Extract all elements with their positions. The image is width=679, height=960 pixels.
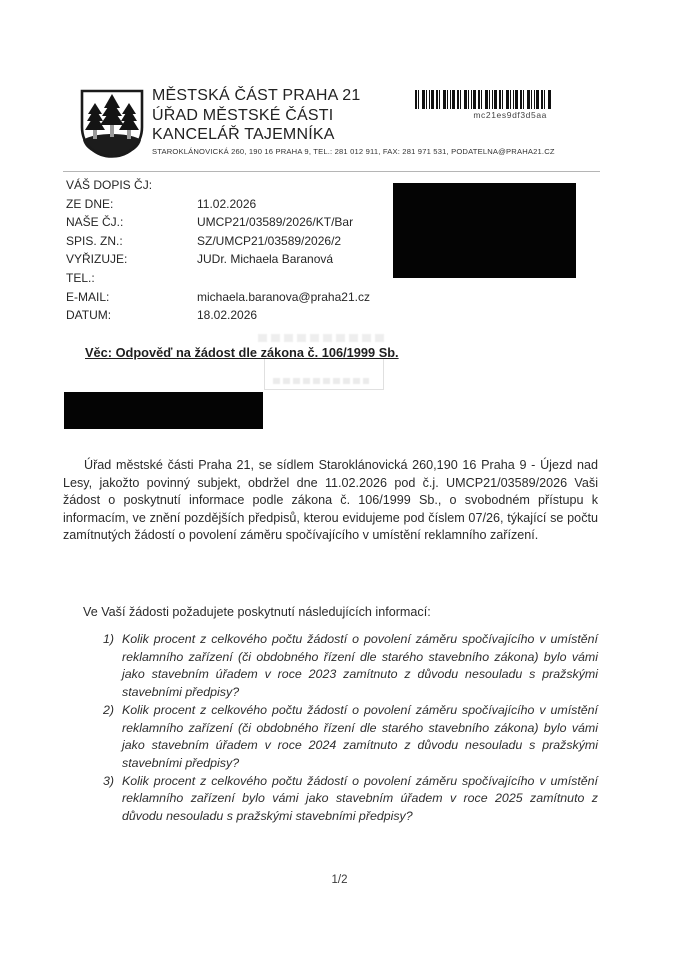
org-name-line-2: ÚŘAD MĚSTSKÉ ČÁSTI bbox=[152, 106, 334, 124]
barcode-bars-icon bbox=[415, 90, 551, 109]
ref-label: E-MAIL: bbox=[66, 289, 110, 304]
question-item-2 bbox=[63, 702, 598, 773]
ref-label: DATUM: bbox=[66, 308, 112, 323]
question-number: 1) bbox=[103, 632, 115, 646]
question-text: Kolik procent z celkového počtu žádostí o povolení záměru spočívajícího v umístění reklamního zařízení bylo vámi jako stavebním úřadem v roce 2025 zamítnuto z důvodu nesouladu s pražskými stavebními předpisy? bbox=[122, 773, 598, 824]
ref-row-nase-cj bbox=[66, 213, 370, 232]
question-item-3 bbox=[63, 773, 598, 826]
org-name-line-1: MĚSTSKÁ ČÁST PRAHA 21 bbox=[152, 87, 361, 104]
ref-label: NAŠE ČJ.: bbox=[66, 215, 124, 230]
ref-row-datum bbox=[66, 306, 370, 325]
reference-block bbox=[66, 176, 370, 325]
ref-row-vas-dopis bbox=[66, 176, 370, 195]
body-paragraph: Úřad městské části Praha 21, se sídlem Staroklánovická 260,190 16 Praha 9 - Újezd nad Lesy, jakožto povinný subjekt, obdržel dne 11.02.2026 pod č.j. UMCP21/03589/2026 Vaši žádost o poskytnutí informace podle zákona č. 106/1999 Sb., o svobodném přístupu k informacím, ve znění pozdějších předpisů, kterou evidujeme pod číslem 07/26, týkající se počtu zamítnutých žádostí o povolení záměru spočívajícího v umístění reklamního zařízení. bbox=[63, 458, 598, 543]
ref-row-tel bbox=[66, 269, 370, 288]
letterhead-org-block bbox=[152, 86, 360, 145]
request-intro-line: Ve Vaší žádosti požadujete poskytnutí následujících informací: bbox=[83, 605, 431, 619]
question-list bbox=[63, 631, 598, 826]
office-address-line: STAROKLÁNOVICKÁ 260, 190 16 PRAHA 9, TEL.: 281 012 911, FAX: 281 971 531, PODATELNA@PRAHA21.CZ bbox=[152, 147, 555, 156]
subject-line: Věc: Odpověď na žádost dle zákona č. 106/1999 Sb. bbox=[85, 345, 399, 360]
question-text: Kolik procent z celkového počtu žádostí o povolení záměru spočívajícího v umístění reklamního zařízení (či obdobného řízení dle starého stavebního zákona) bylo vámi jako stavebním úřadem v roce 2023 zamítnuto z důvodu nesouladu s pražskými stavebními předpisy? bbox=[122, 632, 598, 700]
redacted-applicant-block bbox=[64, 392, 263, 429]
page-number: 1/2 bbox=[331, 874, 348, 886]
ref-label: TEL.: bbox=[66, 270, 95, 285]
document-barcode bbox=[415, 90, 551, 120]
print-through-stamp-artifact bbox=[264, 358, 384, 390]
praha21-coat-of-arms-icon bbox=[80, 89, 144, 159]
header-divider bbox=[63, 171, 600, 172]
redacted-recipient-block bbox=[393, 183, 576, 278]
ref-value: JUDr. Michaela Baranová bbox=[197, 252, 334, 267]
question-number: 3) bbox=[103, 773, 115, 788]
ref-value: SZ/UMCP21/03589/2026/2 bbox=[197, 233, 342, 248]
ref-row-ze-dne bbox=[66, 195, 370, 214]
ref-row-email bbox=[66, 288, 370, 307]
ref-label: SPIS. ZN.: bbox=[66, 233, 123, 248]
ref-row-spis-zn bbox=[66, 232, 370, 251]
ref-value: 11.02.2026 bbox=[197, 196, 257, 211]
org-name-line-3: KANCELÁŘ TAJEMNÍKA bbox=[152, 126, 335, 143]
question-number: 2) bbox=[103, 702, 115, 717]
print-through-artifact bbox=[258, 334, 386, 342]
ref-value: 18.02.2026 bbox=[197, 308, 258, 323]
ref-label: ZE DNE: bbox=[66, 196, 114, 211]
barcode-text: mc21es9df3d5aa bbox=[473, 110, 547, 120]
ref-label: VÁŠ DOPIS ČJ: bbox=[66, 178, 153, 192]
ref-row-vyrizuje bbox=[66, 250, 370, 269]
question-item-1 bbox=[63, 631, 598, 702]
ref-value: michaela.baranova@praha21.cz bbox=[197, 289, 370, 304]
ref-value: UMCP21/03589/2026/KT/Bar bbox=[197, 215, 354, 230]
ref-label: VYŘIZUJE: bbox=[66, 252, 128, 267]
question-text: Kolik procent z celkového počtu žádostí o povolení záměru spočívajícího v umístění reklamního zařízení (či obdobného řízení dle starého stavebního zákona) bylo vámi jako stavebním úřadem v roce 2024 zamítnuto z důvodu nesouladu s pražskými stavebními předpisy? bbox=[122, 702, 598, 770]
